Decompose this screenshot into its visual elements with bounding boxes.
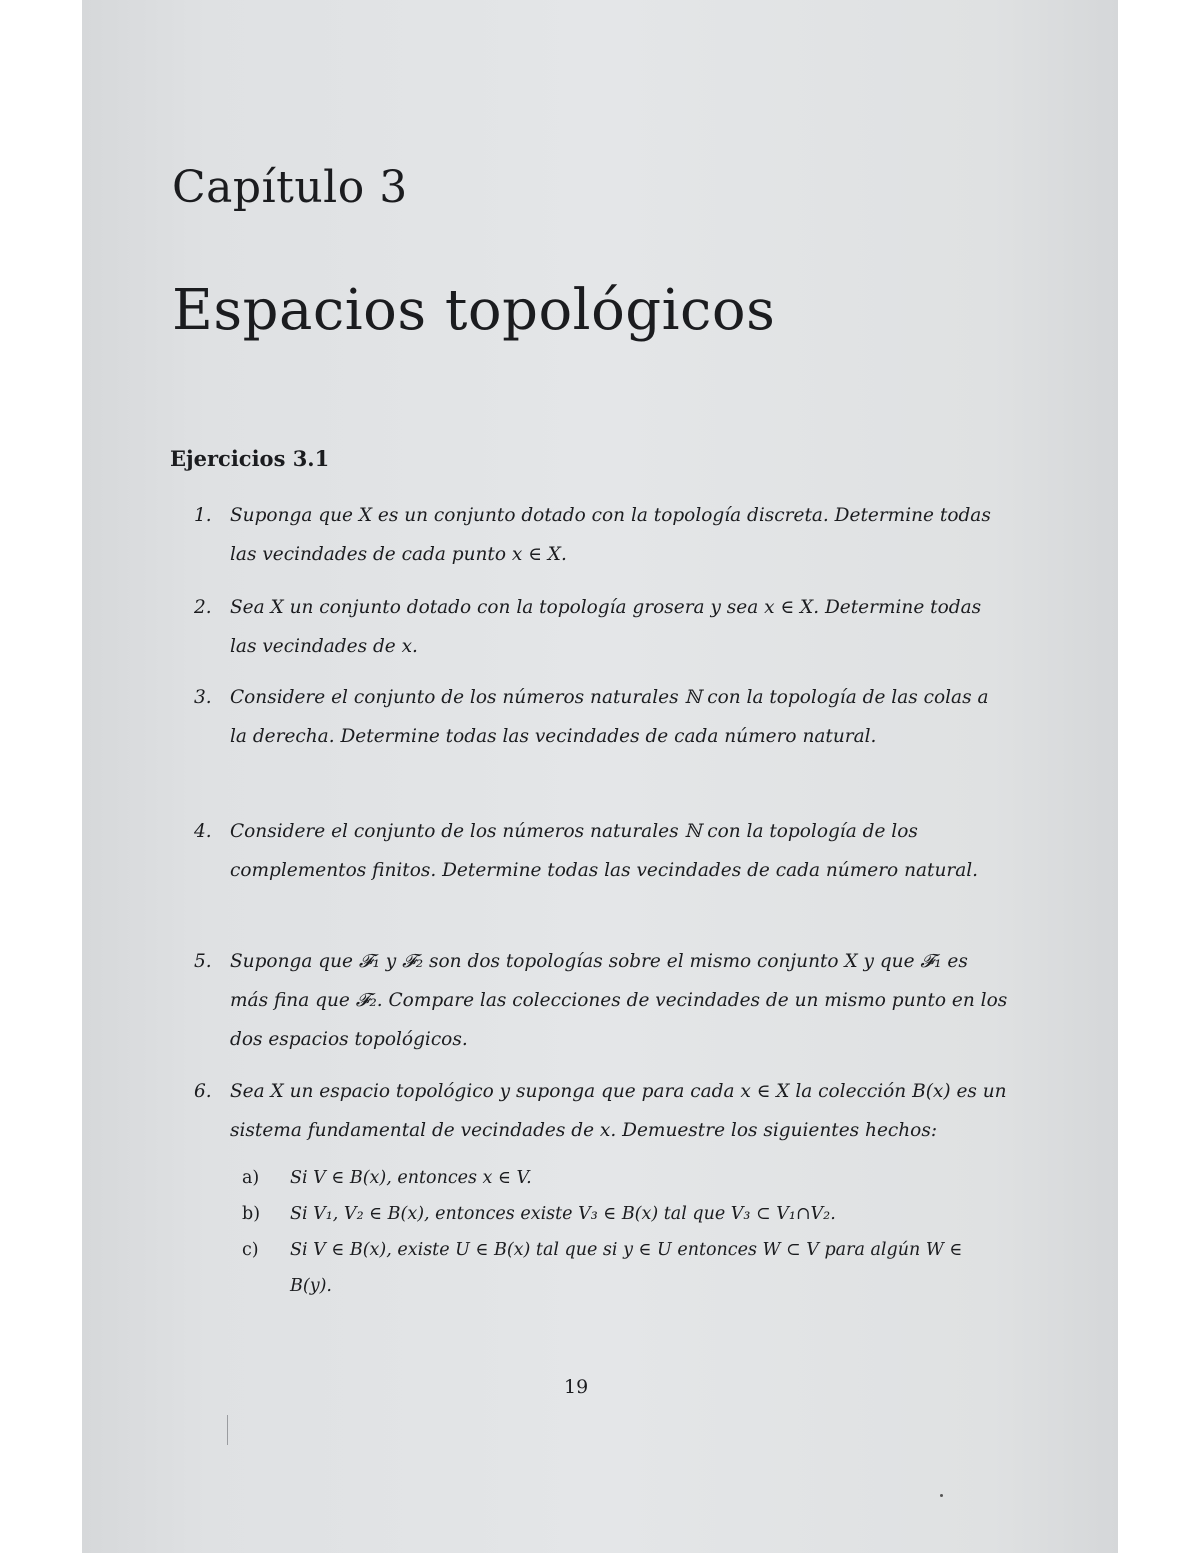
exercise-text: Considere el conjunto de los números naturales ℕ con la topología de las colas a la derecha. Determine todas las vecindades de cada número natural. (230, 687, 989, 747)
chapter-label: Capítulo 3 (172, 162, 408, 213)
exercise-text: Considere el conjunto de los números naturales ℕ con la topología de los complementos finitos. Determine todas las vecindades de cada número natural. (230, 821, 979, 881)
scan-artifact-line (227, 1415, 228, 1445)
book-page (82, 0, 1118, 1553)
exercise-text: Suponga que 𝓕₁ y 𝓕₂ son dos topologías sobre el mismo conjunto X y que 𝓕₁ es más fina que 𝓕₂. Compare las colecciones de vecindades de un mismo punto en los dos espacios topológicos. (230, 951, 1008, 1050)
exercise-item (194, 678, 1009, 756)
sub-item (242, 1196, 1009, 1232)
exercise-number: 2. (194, 597, 212, 618)
exercise-item (194, 942, 1009, 1059)
sub-item-list (230, 1160, 1009, 1304)
sub-item (242, 1232, 1009, 1304)
exercise-number: 1. (194, 505, 212, 526)
exercise-text: Sea X un espacio topológico y suponga que para cada x ∈ X la colección B(x) es un sistema fundamental de vecindades de x. Demuestre los siguientes hechos: (230, 1081, 1007, 1141)
sub-item-label: a) (242, 1168, 260, 1188)
exercise-number: 6. (194, 1081, 212, 1102)
sub-item-text: Si V ∈ B(x), existe U ∈ B(x) tal que si y ∈ U entonces W ⊂ V para algún W ∈ B(y). (290, 1240, 963, 1296)
exercise-item (194, 588, 1009, 666)
page-number: 19 (564, 1376, 589, 1398)
exercise-number: 4. (194, 821, 212, 842)
sub-item-label: c) (242, 1240, 259, 1260)
exercise-item (194, 496, 1009, 574)
section-heading: Ejercicios 3.1 (170, 446, 330, 471)
sub-item (242, 1160, 1009, 1196)
exercise-text: Suponga que X es un conjunto dotado con la topología discreta. Determine todas las vecindades de cada punto x ∈ X. (230, 505, 991, 565)
sub-item-text: Si V₁, V₂ ∈ B(x), entonces existe V₃ ∈ B(x) tal que V₃ ⊂ V₁∩V₂. (290, 1204, 836, 1224)
sub-item-label: b) (242, 1204, 261, 1224)
chapter-title: Espacios topológicos (172, 278, 776, 343)
exercise-item (194, 1072, 1009, 1304)
exercise-number: 3. (194, 687, 212, 708)
exercise-item (194, 812, 1009, 890)
exercise-text: Sea X un conjunto dotado con la topología grosera y sea x ∈ X. Determine todas las vecindades de x. (230, 597, 982, 657)
scan-artifact-dot (940, 1494, 943, 1497)
sub-item-text: Si V ∈ B(x), entonces x ∈ V. (290, 1168, 532, 1188)
exercise-number: 5. (194, 951, 212, 972)
